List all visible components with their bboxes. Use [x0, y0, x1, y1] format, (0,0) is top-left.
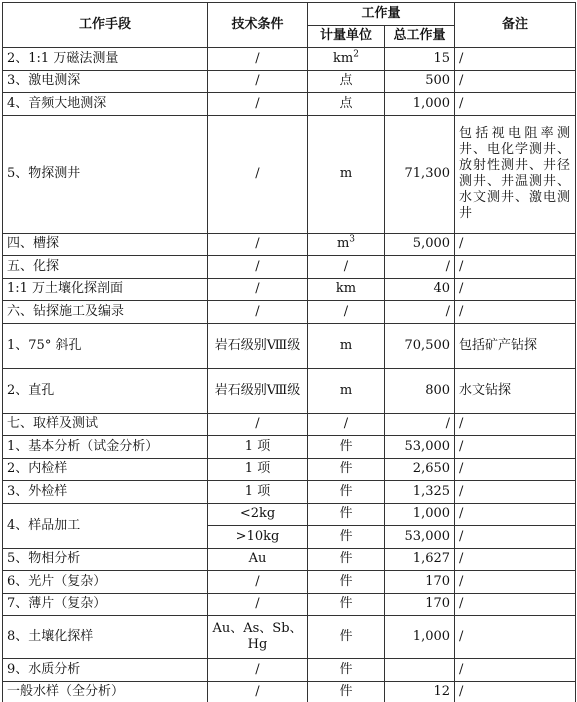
condition-cell: >10kg [208, 526, 308, 549]
table-row [3, 503, 576, 526]
condition-cell: 岩石级别Ⅷ级 [208, 368, 308, 413]
condition-cell: 1 项 [208, 458, 308, 481]
note-cell: 包括视电阻率测井、电化学测井、放射性测井、井径测井、井温测井、水文测井、激电测井 [455, 115, 576, 233]
note-cell: 水文钻探 [455, 368, 576, 413]
unit-cell: 点 [308, 93, 385, 116]
unit-cell [308, 48, 385, 71]
table-row [3, 616, 576, 659]
total-cell: / [385, 413, 455, 436]
method-cell: 五、化探 [3, 256, 208, 279]
table-row [3, 436, 576, 459]
header-condition: 技术条件 [208, 3, 308, 48]
condition-cell: / [208, 256, 308, 279]
method-cell: 七、取样及测试 [3, 413, 208, 436]
total-cell: 70,500 [385, 323, 455, 368]
unit-cell: 件 [308, 526, 385, 549]
note-cell: / [455, 548, 576, 571]
method-cell: 4、音频大地测深 [3, 93, 208, 116]
note-cell: 包括矿产钻探 [455, 323, 576, 368]
condition-cell: Au、As、Sb、Hg [208, 616, 308, 659]
condition-cell: / [208, 70, 308, 93]
note-cell: / [455, 681, 576, 702]
method-cell: 3、激电测深 [3, 70, 208, 93]
table-row [3, 256, 576, 279]
condition-cell: / [208, 278, 308, 301]
method-cell: 7、薄片（复杂） [3, 593, 208, 616]
unit-cell: 件 [308, 548, 385, 571]
table-row [3, 278, 576, 301]
note-cell: / [455, 233, 576, 256]
total-cell: 53,000 [385, 436, 455, 459]
unit-cell: 件 [308, 571, 385, 594]
note-cell: / [455, 616, 576, 659]
condition-cell: / [208, 233, 308, 256]
total-cell: 1,000 [385, 503, 455, 526]
total-cell: 800 [385, 368, 455, 413]
table-row [3, 681, 576, 702]
unit-cell: km [308, 278, 385, 301]
table-row [3, 413, 576, 436]
unit-cell: 件 [308, 481, 385, 504]
note-cell: / [455, 593, 576, 616]
total-cell: 53,000 [385, 526, 455, 549]
method-cell: 2、直孔 [3, 368, 208, 413]
workload-table [2, 2, 576, 702]
condition-cell: / [208, 115, 308, 233]
unit-text: m [336, 236, 350, 252]
method-cell: 一般水样（全分析） [3, 681, 208, 702]
method-cell: 1:1 万土壤化探剖面 [3, 278, 208, 301]
table-row [3, 70, 576, 93]
unit-cell: m [308, 368, 385, 413]
unit-cell [308, 233, 385, 256]
note-cell: / [455, 526, 576, 549]
condition-cell: / [208, 48, 308, 71]
condition-cell: / [208, 93, 308, 116]
method-cell: 2、1:1 万磁法测量 [3, 48, 208, 71]
method-cell: 2、内检样 [3, 458, 208, 481]
total-cell: / [385, 256, 455, 279]
condition-cell: / [208, 571, 308, 594]
method-cell: 1、75° 斜孔 [3, 323, 208, 368]
method-cell: 3、外检样 [3, 481, 208, 504]
table-row [3, 571, 576, 594]
total-cell: 15 [385, 48, 455, 71]
table-row [3, 323, 576, 368]
note-cell: / [455, 278, 576, 301]
note-cell: / [455, 413, 576, 436]
table-row [3, 481, 576, 504]
condition-cell: / [208, 413, 308, 436]
unit-cell: / [308, 413, 385, 436]
condition-cell: Au [208, 548, 308, 571]
note-cell: / [455, 48, 576, 71]
method-cell: 1、基本分析（试金分析） [3, 436, 208, 459]
unit-cell: 件 [308, 436, 385, 459]
note-cell: / [455, 458, 576, 481]
table-row [3, 368, 576, 413]
unit-cell: / [308, 256, 385, 279]
method-cell: 5、物探测井 [3, 115, 208, 233]
note-cell: / [455, 659, 576, 682]
unit-cell: m [308, 323, 385, 368]
unit-cell: / [308, 301, 385, 324]
table-row [3, 548, 576, 571]
table-row [3, 93, 576, 116]
method-cell: 4、样品加工 [3, 503, 208, 548]
note-cell: / [455, 256, 576, 279]
note-cell: / [455, 70, 576, 93]
unit-superscript: 2 [353, 49, 359, 60]
unit-text: km [333, 50, 354, 66]
total-cell: 500 [385, 70, 455, 93]
total-cell: 71,300 [385, 115, 455, 233]
table-row [3, 48, 576, 71]
method-cell: 六、钻探施工及编录 [3, 301, 208, 324]
note-cell: / [455, 93, 576, 116]
table-row [3, 301, 576, 324]
unit-cell: 件 [308, 616, 385, 659]
condition-cell: / [208, 681, 308, 702]
unit-cell: 件 [308, 458, 385, 481]
total-cell: 1,000 [385, 93, 455, 116]
table-row [3, 593, 576, 616]
note-cell: / [455, 503, 576, 526]
unit-cell: 件 [308, 659, 385, 682]
note-cell: / [455, 436, 576, 459]
condition-cell: 岩石级别Ⅷ级 [208, 323, 308, 368]
method-cell: 四、槽探 [3, 233, 208, 256]
total-cell: 40 [385, 278, 455, 301]
method-cell: 9、水质分析 [3, 659, 208, 682]
total-cell: 2,650 [385, 458, 455, 481]
unit-cell: 件 [308, 681, 385, 702]
condition-cell: <2kg [208, 503, 308, 526]
table-row [3, 233, 576, 256]
total-cell: 5,000 [385, 233, 455, 256]
method-cell: 6、光片（复杂） [3, 571, 208, 594]
header-workload: 工作量 [308, 3, 455, 26]
note-cell: / [455, 571, 576, 594]
total-cell: 1,627 [385, 548, 455, 571]
total-cell: 1,325 [385, 481, 455, 504]
unit-superscript: 3 [349, 234, 356, 245]
total-cell: 170 [385, 593, 455, 616]
unit-cell: 点 [308, 70, 385, 93]
note-cell: / [455, 301, 576, 324]
unit-cell: 件 [308, 503, 385, 526]
total-cell: / [385, 301, 455, 324]
method-cell: 8、土壤化探样 [3, 616, 208, 659]
table-row [3, 115, 576, 233]
note-cell: / [455, 481, 576, 504]
table-row [3, 659, 576, 682]
header-unit: 计量单位 [308, 25, 385, 48]
header-total: 总工作量 [385, 25, 455, 48]
total-cell [385, 659, 455, 682]
condition-cell: / [208, 659, 308, 682]
table-row [3, 458, 576, 481]
condition-cell: / [208, 593, 308, 616]
header-note: 备注 [455, 3, 576, 48]
condition-cell: 1 项 [208, 436, 308, 459]
header-method: 工作手段 [3, 3, 208, 48]
condition-cell: / [208, 301, 308, 324]
unit-cell: m [308, 115, 385, 233]
unit-cell: 件 [308, 593, 385, 616]
total-cell: 1,000 [385, 616, 455, 659]
method-cell: 5、物相分析 [3, 548, 208, 571]
condition-cell: 1 项 [208, 481, 308, 504]
total-cell: 12 [385, 681, 455, 702]
total-cell: 170 [385, 571, 455, 594]
